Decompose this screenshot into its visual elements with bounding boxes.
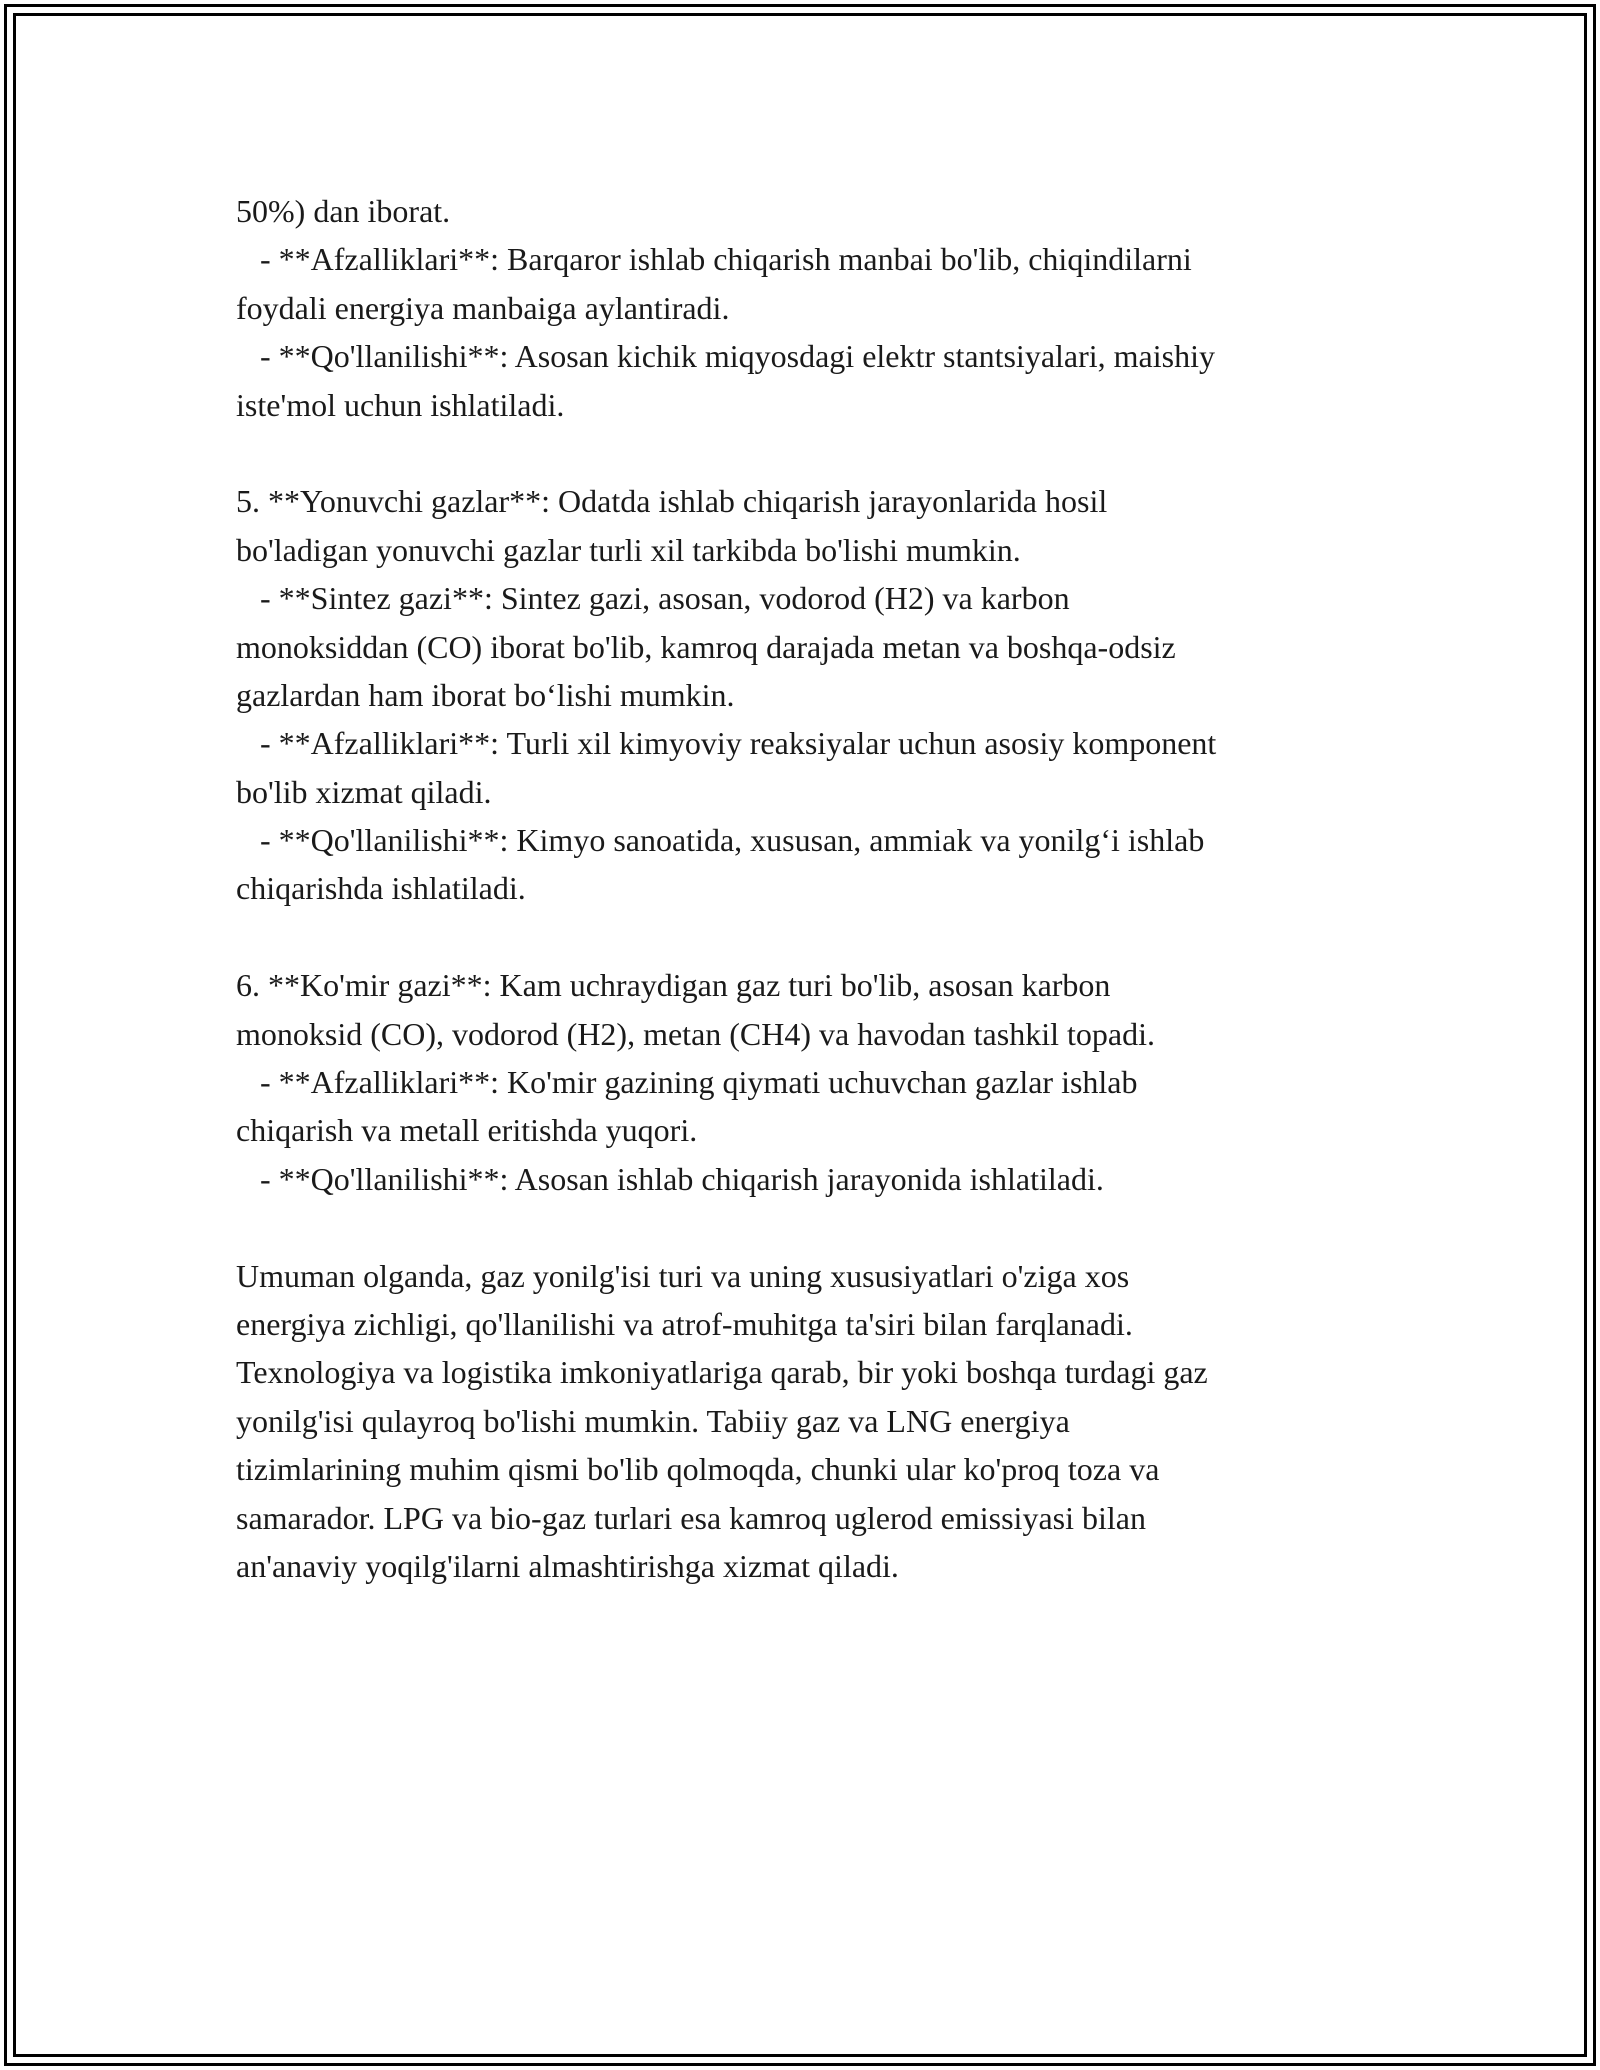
text-line: - **Afzalliklari**: Ko'mir gazining qiymati uchuvchan gazlar ishlab bbox=[236, 1064, 1138, 1101]
text-line: chiqarish va metall eritishda yuqori. bbox=[236, 1112, 698, 1149]
paragraph-gap bbox=[236, 429, 1396, 477]
text-line: 50%) dan iborat. bbox=[236, 193, 451, 229]
text-line: - **Sintez gazi**: Sintez gazi, asosan, vodorod (H2) va karbon bbox=[236, 580, 1070, 617]
text-line: monoksiddan (CO) iborat bo'lib, kamroq darajada metan va boshqa-odsiz bbox=[236, 628, 1176, 665]
document-body bbox=[236, 187, 1396, 1590]
text-line: 5. **Yonuvchi gazlar**: Odatda ishlab chiqarish jarayonlarida hosil bbox=[236, 483, 1108, 520]
text-line: - **Afzalliklari**: Barqaror ishlab chiqarish manbai bo'lib, chiqindilarni bbox=[236, 241, 1192, 278]
text-line: - **Qo'llanilishi**: Kimyo sanoatida, xususan, ammiak va yonilg‘i ishlab bbox=[236, 822, 1205, 859]
text-line: bo'lib xizmat qiladi. bbox=[236, 773, 492, 810]
text-line: tizimlarining muhim qismi bo'lib qolmoqda, chunki ular ko'proq toza va bbox=[236, 1451, 1160, 1488]
paragraph-gap bbox=[236, 913, 1396, 961]
paragraph-gap bbox=[236, 1203, 1396, 1251]
text-line: Texnologiya va logistika imkoniyatlariga qarab, bir yoki boshqa turdagi gaz bbox=[236, 1354, 1208, 1391]
text-line: foydali energiya manbaiga aylantiradi. bbox=[236, 289, 730, 326]
text-line: Umuman olganda, gaz yonilg'isi turi va uning xususiyatlari o'ziga xos bbox=[236, 1257, 1130, 1294]
text-line: yonilg'isi qulayroq bo'lishi mumkin. Tabiiy gaz va LNG energiya bbox=[236, 1402, 1070, 1439]
text-line: 6. **Ko'mir gazi**: Kam uchraydigan gaz turi bo'lib, asosan karbon bbox=[236, 967, 1111, 1004]
text-line: - **Qo'llanilishi**: Asosan ishlab chiqarish jarayonida ishlatiladi. bbox=[236, 1160, 1104, 1197]
text-line: energiya zichligi, qo'llanilishi va atrof-muhitga ta'siri bilan farqlanadi. bbox=[236, 1305, 1133, 1342]
text-line: samarador. LPG va bio-gaz turlari esa kamroq uglerod emissiyasi bilan bbox=[236, 1499, 1146, 1536]
text-line: monoksid (CO), vodorod (H2), metan (CH4) va havodan tashkil topadi. bbox=[236, 1015, 1155, 1052]
text-line: - **Qo'llanilishi**: Asosan kichik miqyosdagi elektr stantsiyalari, maishiy bbox=[236, 338, 1215, 375]
text-line: an'anaviy yoqilg'ilarni almashtirishga xizmat qiladi. bbox=[236, 1547, 899, 1584]
text-line: bo'ladigan yonuvchi gazlar turli xil tarkibda bo'lishi mumkin. bbox=[236, 531, 1021, 568]
text-line: - **Afzalliklari**: Turli xil kimyoviy reaksiyalar uchun asosiy komponent bbox=[236, 725, 1217, 762]
text-line: gazlardan ham iborat bo‘lishi mumkin. bbox=[236, 676, 735, 713]
text-line: chiqarishda ishlatiladi. bbox=[236, 870, 526, 907]
text-line: iste'mol uchun ishlatiladi. bbox=[236, 386, 565, 423]
